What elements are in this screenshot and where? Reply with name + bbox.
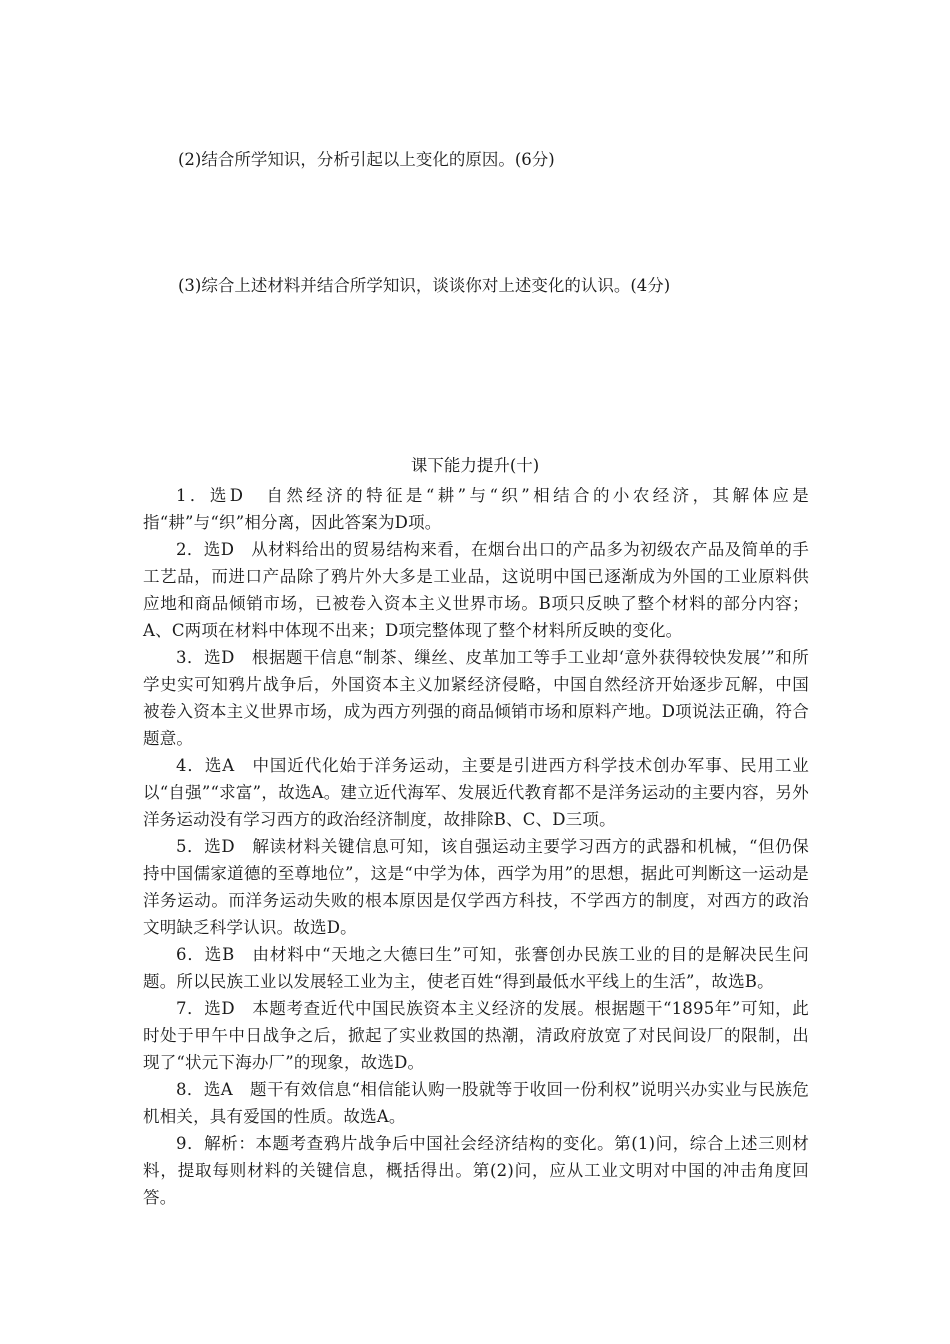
answer-2: 2．选D 从材料给出的贸易结构来看，在烟台出口的产品多为初级农产品及简单的手工艺品，而进口产品除了鸦片外大多是工业品，这说明中国已逐渐成为外国的工业原料供应地和商品倾销市场，已被卷入资本主义世界市场。B项只反映了整个材料的部分内容；A、C两项在材料中体现不出来；D项完整体现了整个材料所反映的变化。 [143,540,809,640]
answer-list [143,482,809,1211]
answer-8: 8．选A 题干有效信息“相信能认购一股就等于收回一份利权”说明兴办实业与民族危机相关，具有爱国的性质。故选A。 [143,1080,809,1126]
question-2: (2)结合所学知识，分析引起以上变化的原因。(6分) [178,150,555,169]
answer-1: 1．选D 自然经济的特征是“耕”与“织”相结合的小农经济，其解体应是指“耕”与“织”相分离，因此答案为D项。 [143,486,809,532]
answer-9: 9．解析：本题考查鸦片战争后中国社会经济结构的变化。第(1)问，综合上述三则材料，提取每则材料的关键信息，概括得出。第(2)问，应从工业文明对中国的冲击角度回答。 [143,1134,809,1207]
answer-4: 4．选A 中国近代化始于洋务运动，主要是引进西方科学技术创办军事、民用工业以“自强”“求富”，故选A。建立近代海军、发展近代教育都不是洋务运动的主要内容，另外洋务运动没有学习西方的政治经济制度，故排除B、C、D三项。 [143,756,809,829]
answer-7: 7．选D 本题考查近代中国民族资本主义经济的发展。根据题干“1895年”可知，此时处于甲午中日战争之后，掀起了实业救国的热潮，清政府放宽了对民间设厂的限制，出现了“状元下海办厂”的现象，故选D。 [143,999,809,1072]
answer-3: 3．选D 根据题干信息“制茶、缫丝、皮革加工等手工业却‘意外获得较快发展’”和所学史实可知鸦片战争后，外国资本主义加紧经济侵略，中国自然经济开始逐步瓦解，中国被卷入资本主义世界市场，成为西方列强的商品倾销市场和原料产地。D项说法正确，符合题意。 [143,648,809,748]
answer-6: 6．选B 由材料中“天地之大德曰生”可知，张謇创办民族工业的目的是解决民生问题。所以民族工业以发展轻工业为主，使老百姓“得到最低水平线上的生活”，故选B。 [143,945,809,991]
question-3: (3)综合上述材料并结合所学知识，谈谈你对上述变化的认识。(4分) [178,276,671,295]
answer-5: 5．选D 解读材料关键信息可知，该自强运动主要学习西方的武器和机械，“但仍保持中国儒家道德的至尊地位”，这是“中学为体，西学为用”的思想，据此可判断这一运动是洋务运动。而洋务运动失败的根本原因是仅学西方科技，不学西方的制度，对西方的政治文明缺乏科学认识。故选D。 [143,837,809,937]
section-title: 课下能力提升(十) [410,456,540,475]
